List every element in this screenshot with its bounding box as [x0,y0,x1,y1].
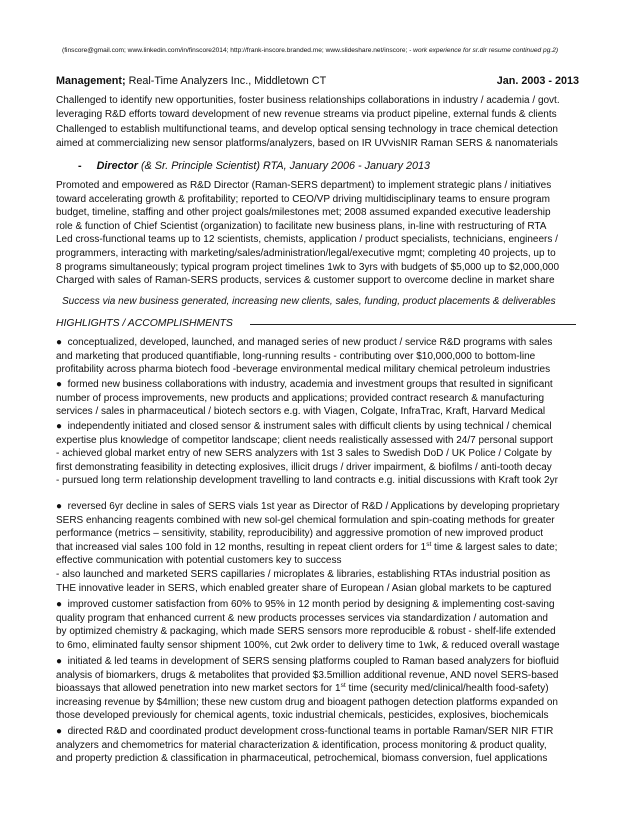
highlights-divider [250,324,576,325]
superscript: st [426,540,432,548]
highlight-item [56,725,581,766]
highlight-line: to 6mo, eliminated faulty sensor shipment 100%, cut 2wk order to delivery time to 1wk, & reduced overall wastage [56,639,560,651]
highlight-line: those developed previously for chemical agents, toxic industrial chemicals, pesticides, explosives, biochemicals [56,710,549,722]
highlight-line: bioassays that allowed penetration into new market sectors for 1st time (security med/clinical/health food-safety) [56,682,549,695]
subrole-header [78,160,430,172]
highlights-heading: HIGHLIGHTS / ACCOMPLISHMENTS [56,318,233,329]
director-line: programmers, interacting with marketing/sales/administration/legal/executive mgmt; completing 40 projects, up to [56,247,556,259]
subrole-title: Director [96,160,139,172]
director-line: budget, timeline, staffing and other project goals/milestones met; 2008 assumed expanded executive leadership [56,207,551,219]
subrole-bullet: - [78,160,82,172]
highlight-item [56,378,581,419]
highlight-line: effective communication with potential customers key to success [56,555,342,567]
subrole-details: (& Sr. Principle Scientist) RTA, January 2006 - January 2013 [141,160,431,172]
highlight-line: services / sales in pharmaceutical / biotech sectors e.g. with Viagen, Colgate, InfraTrac, Kraft, Harvard Medical [56,406,546,418]
highlight-item [56,655,581,723]
bullet-icon: ● [56,726,63,737]
director-line: 8 programs simultaneously; typical program project timelines 1wk to 3yrs with budgets of $5,000 up to $2,000,000 [56,261,560,273]
highlight-item [56,500,581,595]
contact-links: (finscore@gmail.com; www.linkedin.com/in/finscore2014; http://frank-inscore.branded.me; www.slideshare.net/inscore; [62,47,410,54]
bullet-icon: ● [56,379,63,390]
highlight-line: analyzers and chemometrics for material characterization & identification, process monitoring & product quality, [56,739,547,751]
intro-line: leveraging R&D efforts toward development of new revenue streams via product pipeline, external funds & clients [56,108,557,120]
highlight-line: ● improved customer satisfaction from 60% to 95% in 12 month period by designing & implementing cost-saving [56,599,555,610]
highlight-line: and marketing that produced quantifiable, long-running results - contributing over $10,000,000 to bottom-line [56,350,536,362]
highlight-line: ● independently initiated and closed sensor & instrument sales with difficult clients by using technical / chemical [56,421,552,432]
highlight-item [56,336,581,377]
highlight-line: SERS enhancing reagents combined with new sol-gel chemical formulation and spin-coating methods for greater [56,514,555,526]
intro-line: aimed at commercializing new sensor platforms/analyzers, based on IR UVvisNIR Raman SERS & nanomaterials [56,137,558,149]
director-line: Promoted and empowered as R&D Director (Raman-SERS department) to implement strategic plans / initiatives [56,180,552,191]
intro-line: Challenged to identify new opportunities, foster business relationships collaborations in industry / academia / govt. [56,95,560,106]
highlight-line: ● conceptualized, developed, launched, and managed series of new product / service R&D programs with sales [56,337,553,348]
job-dates: Jan. 2003 - 2013 [496,75,579,87]
highlight-line: expertise plus knowledge of competitor landscape; client needs realistically assessed with 24/7 personal support [56,434,553,446]
bullet-icon: ● [56,599,63,610]
highlight-line: increasing revenue by $4million; these new custom drug and bioagent pathogen detection platforms expanded on [56,696,558,708]
intro-line: Challenged to establish multifunctional teams, and develop optical sensing technology in trace chemical detection [56,124,558,136]
highlight-line: performance (metrics – sensitivity, stability, reproducibility) and aggressive promotion of new improved product [56,528,544,540]
highlight-line: - also launched and marketed SERS capillaries / microplates & libraries, establishing RTAs industrial position as [56,568,551,580]
director-line: Led cross-functional teams up to 12 scientists, chemists, application / product specialists, technicians, engineers / [56,234,558,246]
highlight-line: - pursued long term relationship development travelling to land contracts e.g. initial discussions with Kraft took 2yr [56,475,558,487]
job-company [56,75,326,87]
job-role: Management; [56,75,126,87]
job-employer: Real-Time Analyzers Inc., Middletown CT [128,75,327,87]
intro-block [56,94,581,150]
bullet-icon: ● [56,501,63,512]
highlight-line: and property prediction & classification in pharmaceutical, petrochemical, biomass conversion, fuel applications [56,753,548,765]
director-line: toward accelerating growth & profitability; reported to CEO/VP driving multidisciplinary teams to ensure program [56,193,550,205]
job-header [56,75,579,87]
highlight-line: quality program that enhanced current & new products processes services via standardization / automation and [56,612,548,624]
highlight-line: first demonstrating feasibility in detecting explosives, illicit drugs / driver impairment, & biofilms / anti-tooth decay [56,461,552,473]
highlight-line: by optimized chemistry & packaging, which made SERS sensors more reproducible & robust - shelf-life extended [56,626,556,638]
highlight-line: number of process improvements, new products and applications; provided contract research & manufacturing [56,392,545,404]
highlight-line: analysis of biomarkers, drugs & metabolites that provided $3.5million additional revenue, AND novel SERS-based [56,669,559,681]
highlight-line: profitability across pharma biotech food -beverage environmental medical military chemical petroleum industries [56,364,551,376]
continuation-note: - work experience for sr.dir resume continued pg.2) [409,47,559,54]
highlight-line: that increased vial sales 100 fold in 12 months, resulting in repeat client orders for 1st time & largest sales to date; [56,540,558,553]
highlight-item [56,598,581,652]
highlight-line: THE innovative leader in SERS, which enabled greater share of European / Asian global markets to be captured [56,582,552,594]
highlight-item [56,420,581,488]
superscript: st [340,682,346,690]
bullet-icon: ● [56,337,63,348]
director-line: Charged with sales of Raman-SERS products, services & customer support to overcome decline in market share [56,275,555,287]
success-statement: Success via new business generated, increasing new clients, sales, funding, product placements & deliverables [62,296,556,307]
contact-line [62,47,582,54]
director-block [56,179,581,288]
highlight-line: ● formed new business collaborations with industry, academia and investment groups that resulted in significant [56,379,553,390]
highlight-line: - achieved global market entry of new SERS analyzers with 1st 3 sales to Swedish DoD / UK Police / Colgate by [56,448,552,460]
director-line: role & function of Chief Scientist (organization) to facilitate new business plans, in-line with restructuring of RTA [56,220,547,232]
highlight-line: ● directed R&D and coordinated product development cross-functional teams in portable Raman/SER NIR FTIR [56,726,554,737]
highlight-line: ● initiated & led teams in development of SERS sensing platforms coupled to Raman based analyzers for biofluid [56,656,559,667]
bullet-icon: ● [56,421,63,432]
bullet-icon: ● [56,656,63,667]
highlight-line: ● reversed 6yr decline in sales of SERS vials 1st year as Director of R&D / Applications by developing proprietary [56,501,560,512]
